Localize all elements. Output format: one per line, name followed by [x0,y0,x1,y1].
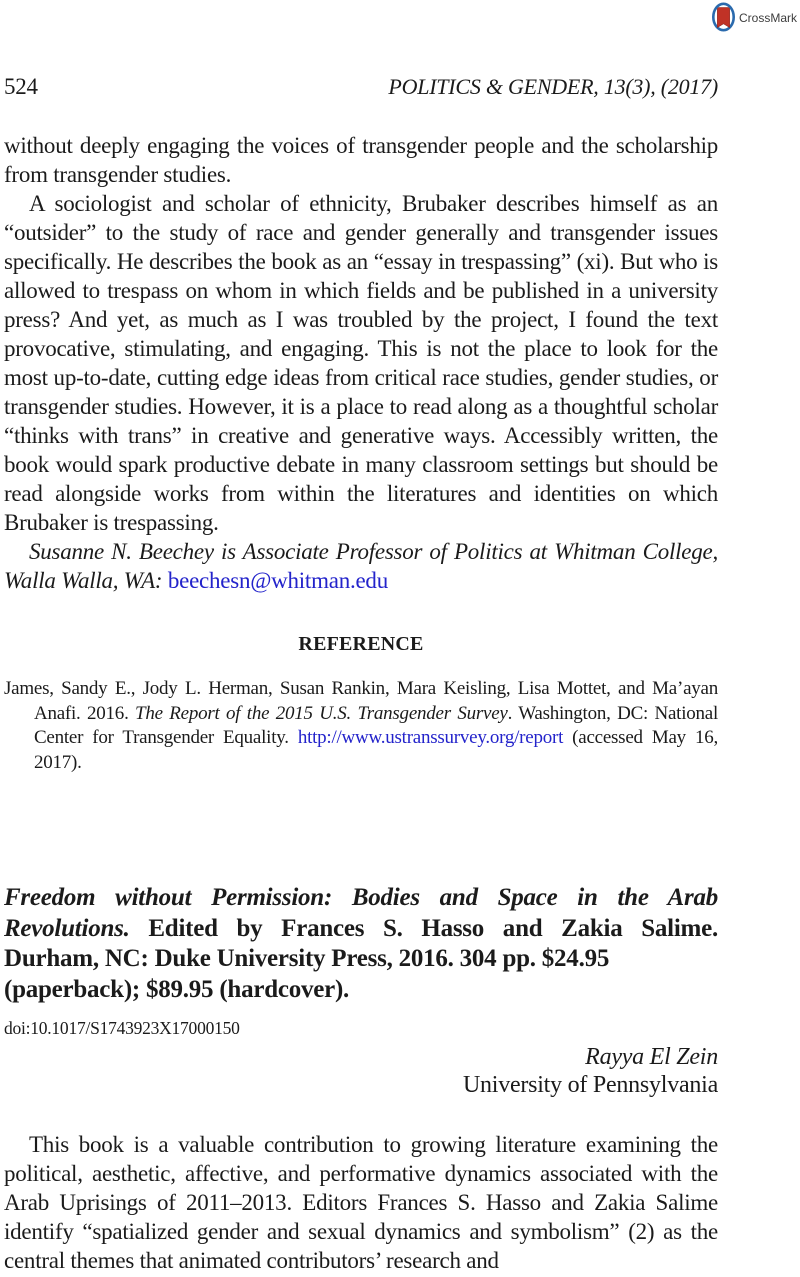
book-title-roman: Durham, NC: Duke University Press, 2016. 304 pp. $24.95 [4,945,610,972]
book-title-italic: Revolutions. [4,914,130,942]
reference-heading: REFERENCE [298,633,424,655]
reference-publisher: . Washington, DC: National Center for Transgender Equality. [34,702,719,748]
reference-work-title: The Report of the 2015 U.S. Transgender Survey [135,702,508,724]
review-opening-paragraph: This book is a valuable contribution to growing literature examining the political, aesthetic, affective, and performative dynamics associated with the Arab Uprisings of 2011–2013. Editors Frances S. Hasso and Zakia Salime identify “spatialized gender and sexual dynamics and symbolism” (2) as the central themes that animated contributors’ research and [4,1132,718,1273]
book-title-roman: (paperback); $89.95 (hardcover). [4,975,350,1003]
reviewer-affiliation: University of Pennsylvania [462,1072,718,1098]
author-email-link[interactable]: beechesn@whitman.edu [167,568,388,593]
reviewer-block [4,1043,718,1099]
paragraph-continuation: without deeply engaging the voices of transgender people and the scholarship from transgender studies. [4,133,718,187]
book-title-roman: Edited by Frances S. Hasso and Zakia Salime. [129,914,718,942]
reference-authors: James, Sandy E., Jody L. Herman, Susan Rankin, Mara Keisling, Lisa Mottet, and Ma’ayan Anafi. 2016. [4,678,718,724]
book-title-line [4,975,718,1006]
page-number: 524 [4,74,38,99]
review-paragraph: A sociologist and scholar of ethnicity, Brubaker describes himself as an “outsider” to the study of race and gender generally and transgender issues specifically. He describes the book as an “essay in trespassing” (xi). But who is allowed to trespass on whom in which fields and be published in a university press? And yet, as much as I was troubled by the project, I found the text provocative, stimulating, and engaging. This is not the place to look for the most up-to-date, cutting edge ideas from critical race studies, gender studies, or transgender studies. However, it is a place to read along as a thoughtful scholar “thinks with trans” in creative and generative ways. Accessibly written, the book would spark productive debate in many classroom settings but should be read alongside works from within the literatures and identities on which Brubaker is trespassing. [4,191,718,535]
reference-entry [4,677,718,775]
author-bio [4,537,718,595]
book-title-line [4,914,718,945]
crossmark-badge[interactable] [711,2,797,33]
running-head [4,74,718,100]
journal-header: POLITICS & GENDER, 13(3), (2017) [388,74,718,99]
reference-url-link[interactable]: http://www.ustranssurvey.org/report [297,727,564,748]
reviewer-name: Rayya El Zein [585,1044,718,1070]
crossmark-label: CrossMark [738,10,797,25]
crossmark-icon [711,2,736,33]
book-title-line [4,944,718,975]
book-title-line [4,883,718,914]
author-bio-text: Susanne N. Beechey is Associate Professor of Politics at Whitman College, Walla Walla, WA: [4,539,718,593]
book-title-block [4,883,718,1005]
reference-accessed: (accessed May 16, 2017). [34,727,718,773]
book-title-italic: Freedom without Permission: Bodies and Space in the Arab [4,884,718,911]
doi: doi:10.1017/S1743923X17000150 [4,1018,240,1038]
article-body [4,131,718,1275]
